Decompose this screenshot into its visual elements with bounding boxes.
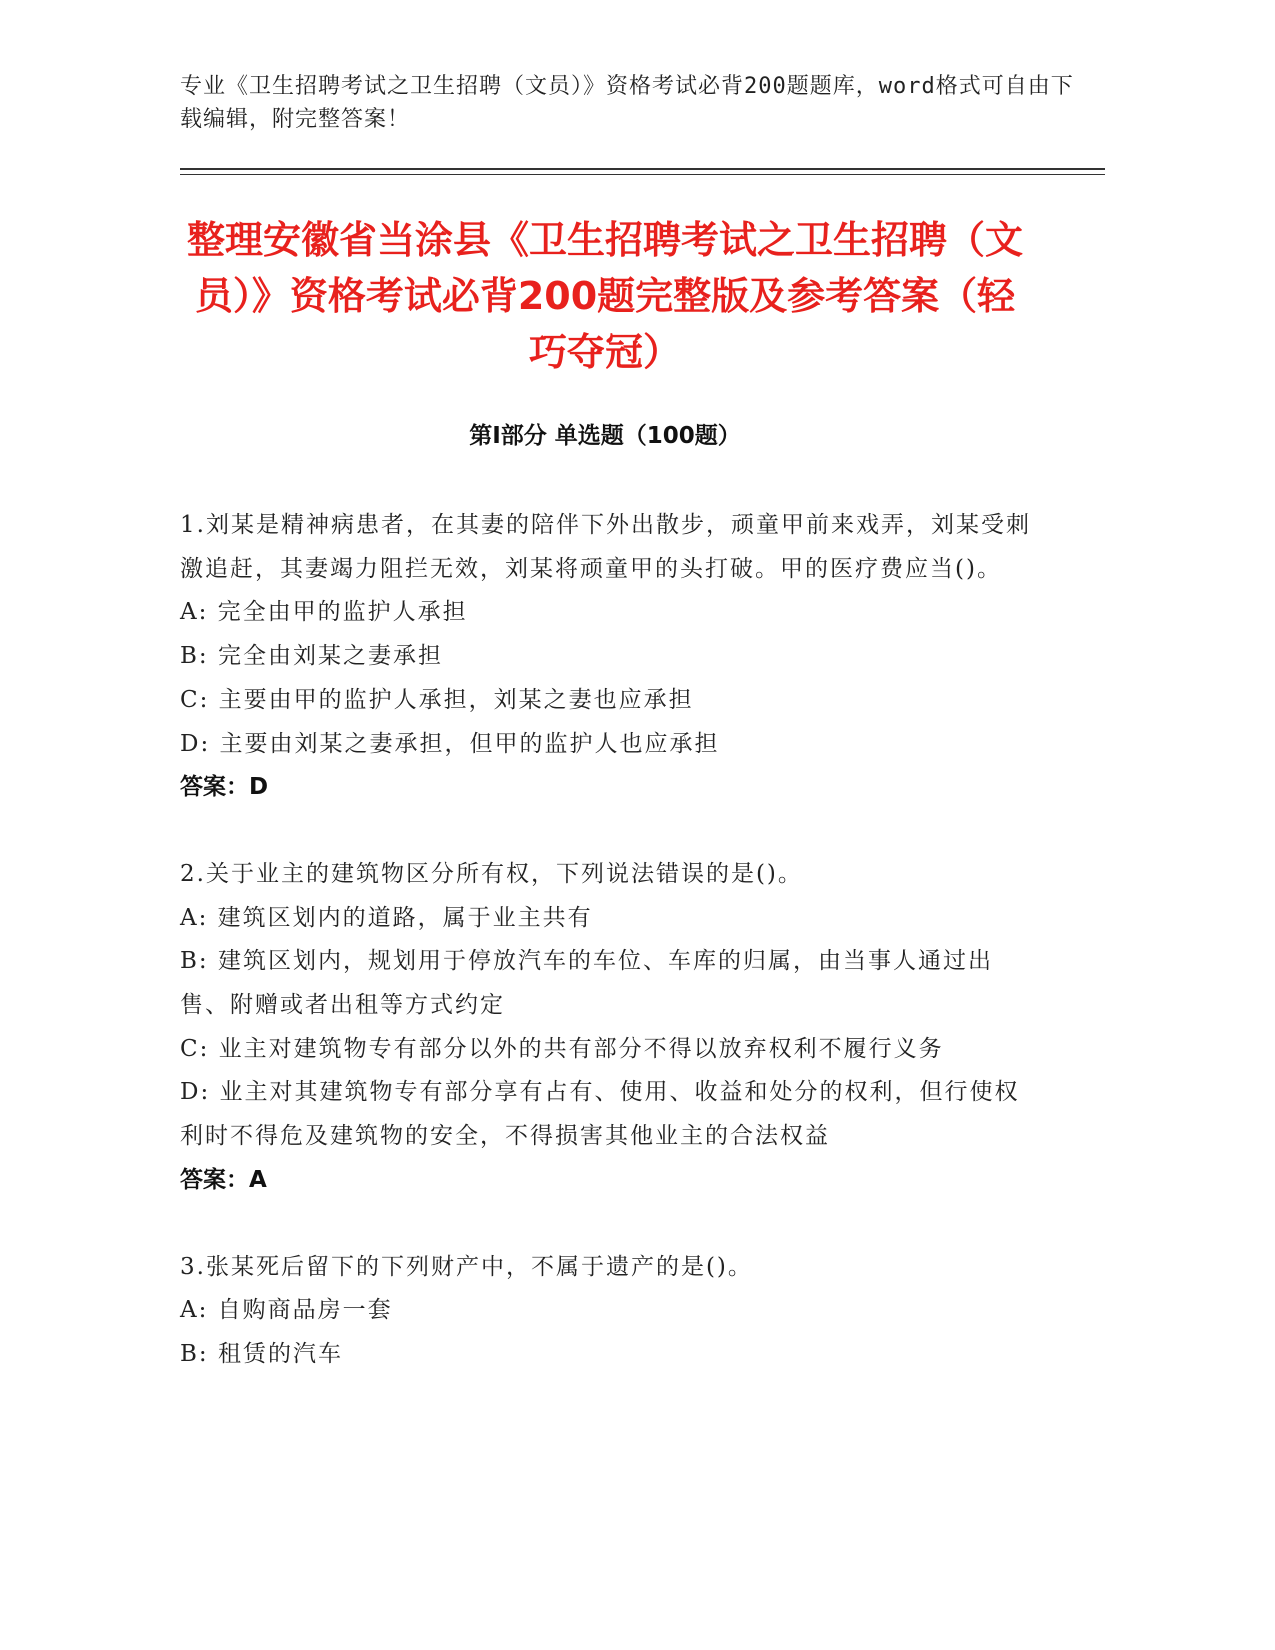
question-list [180,504,1040,1420]
option-c: C: 业主对建筑物专有部分以外的共有部分不得以放弃权利不履行义务 [180,1035,944,1062]
section-heading: 第Ⅰ部分 单选题（100题） [469,423,741,449]
option-b: B: 建筑区划内，规划用于停放汽车的车位、车库的归属，由当事人通过出售、附赠或者出租等方式约定 [180,948,993,1019]
question-1 [180,504,1040,810]
question-3 [180,1246,1040,1377]
option-b: B: 租赁的汽车 [180,1340,343,1367]
answer-line: 答案：A [180,1166,267,1193]
document-title: 整理安徽省当涂县《卫生招聘考试之卫生招聘（文员）》资格考试必背200题完整版及参考答案（轻巧夺冠） [186,218,1023,374]
option-b: B: 完全由刘某之妻承担 [180,643,443,670]
option-a: A: 建筑区划内的道路，属于业主共有 [180,904,593,931]
header-note: 专业《卫生招聘考试之卫生招聘（文员）》资格考试必背200题题库，word格式可自由下载编辑，附完整答案！ [180,74,1074,132]
question-stem: 1.刘某是精神病患者，在其妻的陪伴下外出散步，顽童甲前来戏弄，刘某受刺激追赶，其妻竭力阻拦无效，刘某将顽童甲的头打破。甲的医疗费应当()。 [180,512,1031,582]
question-stem: 3.张某死后留下的下列财产中，不属于遗产的是()。 [180,1253,753,1280]
option-d: D: 主要由刘某之妻承担，但甲的监护人也应承担 [180,730,720,757]
header-rule-thin [180,174,1105,175]
question-2 [180,853,1040,1203]
question-stem: 2.关于业主的建筑物区分所有权，下列说法错误的是()。 [180,860,803,887]
option-a: A: 自购商品房一套 [180,1297,393,1324]
answer-line: 答案：D [180,774,269,801]
option-d: D: 业主对其建筑物专有部分享有占有、使用、收益和处分的权利，但行使权利时不得危及建筑物的安全，不得损害其他业主的合法权益 [180,1079,1020,1150]
option-a: A: 完全由甲的监护人承担 [180,599,468,626]
header-rule-thick [180,168,1105,170]
option-c: C: 主要由甲的监护人承担，刘某之妻也应承担 [180,686,694,713]
